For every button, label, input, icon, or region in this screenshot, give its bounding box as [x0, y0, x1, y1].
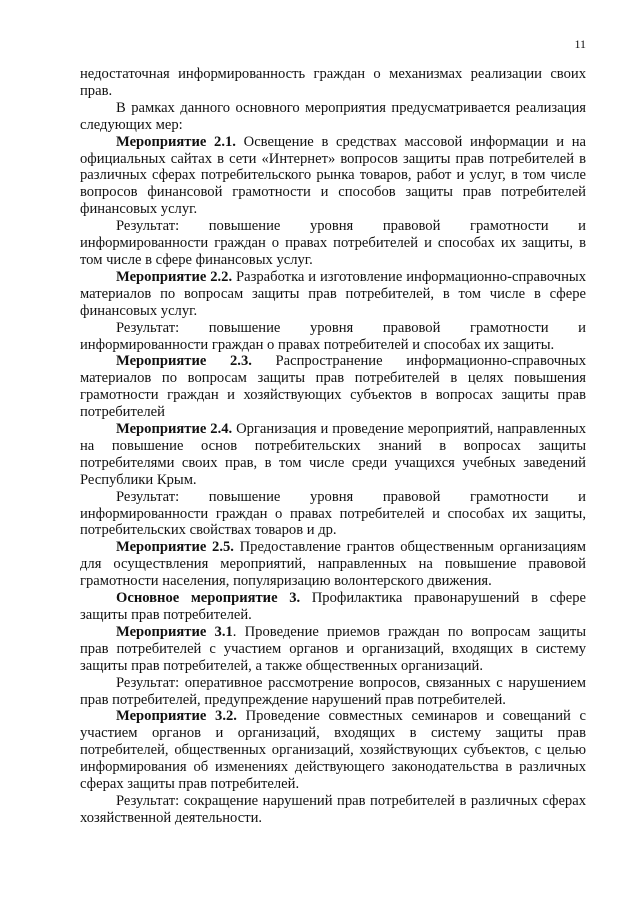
- paragraph-measure-2-4: [80, 421, 586, 489]
- measure-heading: Мероприятие 3.2.: [116, 708, 237, 725]
- paragraph-measure-3-2: [80, 708, 586, 793]
- paragraph-text: Профилактика правонарушений в сфере защиты прав потребителей.: [80, 590, 586, 623]
- paragraph-result-2-1: [80, 218, 586, 269]
- measure-heading: Мероприятие 2.5.: [116, 539, 234, 556]
- measure-heading: Мероприятие 2.1.: [116, 133, 236, 150]
- paragraph-text: Предоставление грантов общественным организациям для осуществления мероприятий, направленных на повышение правовой грамотности населения, популяризацию волонтерского движения.: [80, 539, 586, 590]
- measure-heading: Основное мероприятие 3.: [116, 590, 301, 607]
- paragraph-result-2-2: [80, 320, 586, 354]
- paragraph-text: Освещение в средствах массовой информации и на официальных сайтах в сети «Интернет» вопросов защиты прав потребителей в различных сферах потребительского рынка товаров, работ и услуг, в том числе вопросов финансовой грамотности и способов защиты прав потребителей финансовых услуг.: [80, 133, 586, 218]
- page-number: 11: [574, 37, 586, 51]
- paragraph-text: Результат: повышение уровня правовой грамотности и информированности граждан о правах потребителей и способах их защиты, потребительских свойствах товаров и др.: [80, 488, 586, 539]
- paragraph-text: недостаточная информированность граждан о механизмах реализации своих прав.: [80, 66, 586, 99]
- paragraph-measures-intro: [80, 100, 586, 134]
- paragraph-measure-2-5: [80, 539, 586, 590]
- paragraph-text: Результат: повышение уровня правовой грамотности и информированности граждан о правах потребителей и способах их защиты, в том числе в сфере финансовых услуг.: [80, 218, 586, 268]
- paragraph-text: Результат: повышение уровня правовой грамотности и информированности граждан о правах потребителей и способах их защиты.: [80, 319, 586, 353]
- paragraph-text: . Проведение приемов граждан по вопросам защиты прав потребителей с участием органов и организаций, входящих в систему защиты прав потребителей, а также общественных организаций.: [80, 623, 587, 674]
- paragraph-measure-2-3: [80, 353, 586, 421]
- paragraph-text: В рамках данного основного мероприятия предусматривается реализация следующих мер:: [80, 99, 586, 133]
- measure-heading: Мероприятие 2.2.: [116, 268, 233, 285]
- paragraph-text: Разработка и изготовление информационно-справочных материалов по вопросам защиты прав потребителей, в том числе в сфере финансовых услуг.: [80, 268, 586, 319]
- paragraph-result-3-1: [80, 675, 586, 709]
- paragraph-text: Распространение информационно-справочных материалов по вопросам защиты прав потребителей в целях повышения грамотности граждан и хозяйствующих субъектов в вопросах защиты прав потребителей: [80, 353, 586, 421]
- paragraph-text: Результат: сокращение нарушений прав потребителей в различных сферах хозяйственной деятельности.: [80, 792, 586, 826]
- paragraph-measure-3-1: [80, 624, 586, 675]
- paragraph-text: Результат: оперативное рассмотрение вопросов, связанных с нарушением прав потребителей, предупреждение нарушений прав потребителей.: [80, 674, 586, 708]
- paragraph-text: Организация и проведение мероприятий, направленных на повышение основ потребительских знаний в вопросах защиты потребителями своих прав, в том числе среди учащихся учебных заведений Республики Крым.: [80, 421, 586, 488]
- measure-heading: Мероприятие 2.3.: [116, 353, 252, 370]
- paragraph-text: Проведение совместных семинаров и совещаний с участием органов и организаций, входящих в систему защиты прав потребителей, общественных организаций, хозяйствующих субъектов, с целью информирования об изменениях действующего законодательства в различных сферах защиты прав потребителей.: [80, 708, 586, 793]
- measure-heading: Мероприятие 2.4.: [116, 421, 233, 438]
- paragraph-intro-continuation: [80, 66, 586, 100]
- paragraph-measure-2-1: [80, 134, 586, 219]
- paragraph-main-measure-3: [80, 590, 586, 624]
- paragraph-result-2-4: [80, 489, 586, 540]
- paragraph-result-3-2: [80, 793, 586, 827]
- paragraph-measure-2-2: [80, 269, 586, 320]
- measure-heading: Мероприятие 3.1: [116, 623, 233, 640]
